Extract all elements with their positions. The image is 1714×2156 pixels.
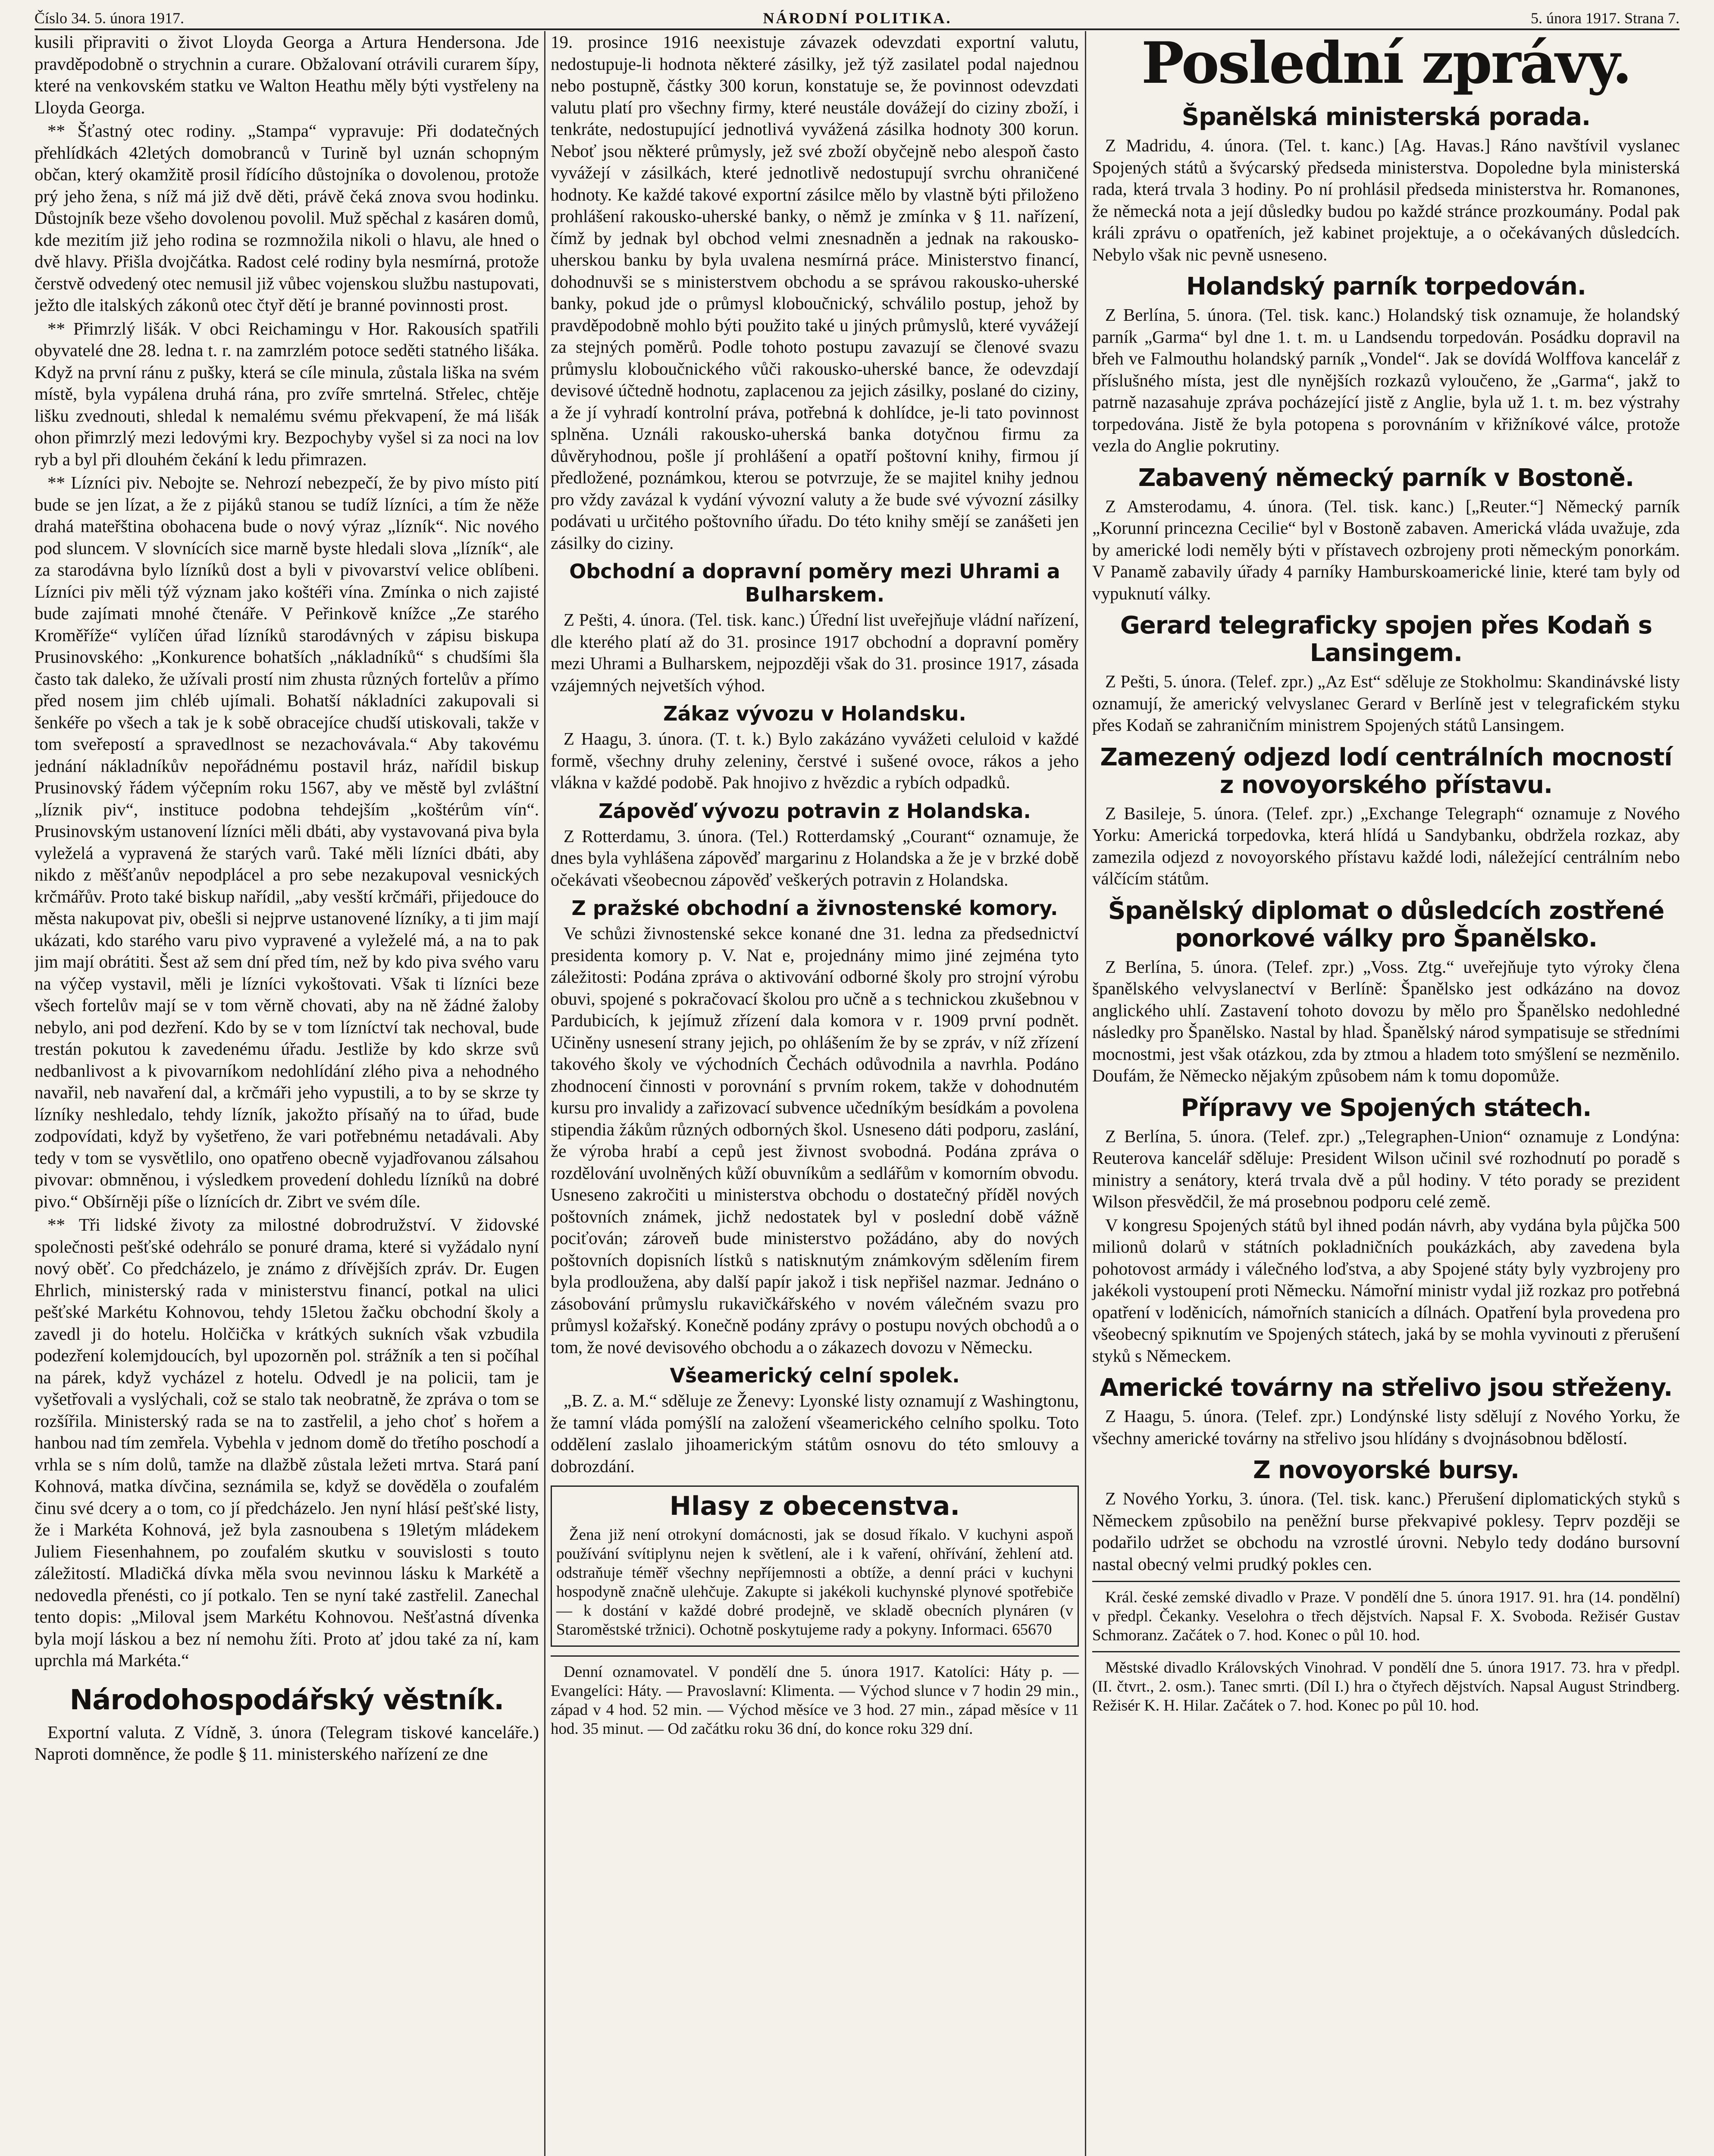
article-paragraph: V kongresu Spojených států byl ihned podán návrh, aby vydána byla půjčka 500 milionů dolarů v státních pokladničních poukázkách, aby zavedena byla pohotovost armády i válečného loďstva, a aby Spojené státy byly vyzbrojeny pro jakékoli vystoupení proti Německu. Námořní ministr vydal již rozkaz pro potřebná opatření v loděnicích, námořních stanicích a dílnách. Opatření byla provedena pro všeobecný spiknutím ve Spojených státech, jaká by se mohla vyvinouti z přerušení styků s Německem. — [1092, 1215, 1680, 1366]
article-paragraph: Z Nového Yorku, 3. února. (Tel. tisk. kanc.) Přerušení diplomatických styků s Německem způsobilo na peněžní burse překvapivé poklesy. Teprv později se podařilo udržet se obchodu na vzrostlé úrovni. Nebylo tedy dodáno bursovní nastal obecný velmi prudký pokles cen. — [1092, 1489, 1680, 1574]
article-headline: Z novoyorské bursy. — [1253, 1456, 1520, 1484]
article-headline: Z pražské obchodní a živnostenské komory. — [571, 896, 1058, 920]
latest-news-title: Poslední zprávy. — [1141, 31, 1631, 97]
box-text: Žena již není otrokyní domácnosti, jak se dosud říkalo. V kuchyni aspoň používání svítiplynu nejen k světlení, ale i k vaření, ohřívání, žehlení atd. odstraňuje téměř všechny nepříjemnosti a obtíže, a denní práci v kuchyni hospodyně značně ulehčuje. Zakupte si jakékoli kuchynské plynové spotřebiče — k dostání v každé dobré prodejně, ve skladě obecních plynáren (v Staroměstské tržnici). Ochotně poskytujeme rady a pokyny. Informaci. 65670 — [556, 1526, 1073, 1639]
theatre-listing: Král. české zemské divadlo v Praze. V pondělí dne 5. února 1917. 91. hra (14. pondělní) v předpl. Čekanky. Veselohra o třech dějstvích. Napsal F. X. Svoboda. Režisér Gustav Schmoranz. Začátek o 7. hod. Konec o půl 10. hod. — [1092, 1589, 1680, 1644]
article-paragraph: „B. Z. a. M.“ sděluje ze Ženevy: Lyonské listy oznamují z Washingtonu, že tamní vláda pomýšlí na založení všeamerického celního spolku. Toto oddělení zaslalo jihoamerickým státům osnovu do této smlouvy a dobrozdání. — [551, 1391, 1079, 1476]
article-headline: Přípravy ve Spojených státech. — [1181, 1094, 1592, 1122]
article-paragraph: ** Přimrzlý lišák. V obci Reichamingu v Hor. Rakousích spatřili obyvatelé dne 28. ledna t. r. na zamrzlém potoce seděti statného lišáka. Když na první ránu z pušky, která se cíle minula, zůstala liška na svém místě, byla vypálena druhá rána, pro zvíře smrtelná. Střelec, chtěje lišku zvednouti, shledal k nemalému svému překvapení, že má lišák ohon přimrzlý mezi ledovými kry. Bezpochyby vyšel si za noci na lov ryb a byl při dlouhém čekání k ledu přimrazen. — [34, 318, 539, 469]
page-number: 5. února 1917. Strana 7. — [1531, 9, 1680, 27]
article-paragraph: Z Berlína, 5. února. (Telef. zpr.) „Voss. Ztg.“ uveřejňuje tyto výroky člena španělského velvyslanectví v Berlíně: Španělsko jest odkázáno na dovoz anglického uhlí. Zastavení tohoto dovozu by mělo pro Španělsko nedohledné následky pro Španělsko. Nastal by hlad. Španělský národ sympatisuje se středními mocnostmi, jest však otázkou, zda by ztmou a hladem toto smýšlení se nezměnilo. Doufám, že Německo nějakým způsobem nám k tomu dopomůže. — [1092, 956, 1680, 1085]
article-paragraph: Ve schůzi živnostenské sekce konané dne 31. ledna za předsednictví presidenta komory p. V. Nat e, projednány mimo jiné zejména tyto záležitosti: Podána zpráva o aktivování odborné školy pro strojní výrobu obuvi, spojené s pokračovací školou pro učně a s technickou zkušebnou v Pardubicích, k jejímuž zřízení dala komora v r. 1909 první podnět. Učiněny usnesení strany jejich, po ohlášením že by se zpráv, v níž zřízení takového školy ve východních Čechách odůvodnila a navrhla. Podáno zhodnocení činnosti v porovnání s prvním rokem, takže v dohodnutém kursu pro invalidy a zařizovací subvence učedníkým besídkám a povolena stipendia žákům různých odborných škol. Usneseno dáti podporu, zaslání, že výroba hrabí a cepů jest živnost svobodná. Podána zpráva o rozdělování uvolněných kůží obuvníkům a sedlářům v komorním obvodu. Usneseno zakročiti u ministerstva obchodu o dostatečný příděl nových poštovních známek, jichž nedostatek byl v poslední době vážně pociťován; zároveň bude ministerstvo požádáno, aby do nových poštovních dopisních lístků s natisknutým známkovým sdělením firem byla prodloužena, aby další papír jakož i tisk nepřišel nazmar. Jednáno o zásobování průmyslu rukavičkářského v novém válečném svazu pro průmysl kožařský. Konečně podány zprávy o postupu nových obchodů a o tom, že nové devisového obchodu a o zákazech dovozu v Německu. — [551, 923, 1079, 1357]
article-paragraph: Z Haagu, 3. února. (T. t. k.) Bylo zakázáno vyvážeti celuloid v každé formě, všechny druhy zeleniny, čerstvé i sušené ovoce, rákos a jeho vlákna v každé podobě. Pak hnojivo z hvězdic a rybích odpadků. — [551, 729, 1079, 792]
article-paragraph: Z Basileje, 5. února. (Telef. zpr.) „Exchange Telegraph“ oznamuje z Nového Yorku: Americká torpedovka, která hlídá u Sandybanku, obdržela rozkaz, aby zamezila odjezd z novoyorského přístavu každé lodi, náležející centrálním nebo válčícím státům. — [1092, 803, 1680, 888]
section-title: Národohospodářský věstník. — [69, 1684, 504, 1716]
theatre-listing: Městské divadlo Královských Vinohrad. V pondělí dne 5. února 1917. 73. hra v předpl. (II. čtvrt., 2. osm.). Tanec smrti. (Díl I.) hra o čtyřech dějstvích. Napsal August Strindberg. Režisér K. H. Hilar. Začátek o 7. hod. Konec po půl 10. hod. — [1092, 1659, 1680, 1714]
column-left — [34, 31, 539, 2156]
column-middle — [544, 31, 1079, 2156]
article-paragraph: kusili připraviti o život Lloyda Georga a Artura Hendersona. Jde pravděpodobně o strychnin a curare. Obžalovaní otrávili curarem šípy, které na venkovském statku ve Walton Heathu měly býti vystřeleny na Lloyda Georga. — [34, 32, 539, 117]
article-paragraph: ** Lízníci piv. Nebojte se. Nehrozí nebezpečí, že by pivo místo pití bude se jen lízat, a že z pijáků stanou se tudíž lízníci, a tím že něže drahá mateřština obohacena bude o nový výraz „lízník“. Nic nového pod sluncem. V slovnících sice marně byste hledali slova „lízník“, ale za starodávna bylo lízníků dost a byli v pivovarství velice oblíbeni. Lízníci piv měli týž význam jako koštéři vína. Zmínka o nich zajisté bude zajímati mnohé čtenáře. V Peřinkově knížce „Ze starého Kroměříže“ vylíčen úřad lízníků starodávných v zápisu biskupa Prusinovského: „Konkurence bohatších „nákladníků“ s chudšími šla často tak daleko, že užívali prostí nim zhusta různých fortelův a přímo před nosem jim chléb ujímali. Bohatší nákladníci zakupovali si šenkéře po všech a tak je k sobě obracejíce chudší utiskovali, takže v tom sveřepostí a spravedlnost se nezachovávala.“ Aby takovému jednání nákladníkův nepořádnému postavil hráz, nařídil biskup Prusinovský řádem výčepním roku 1567, aby ve městě byl zvláštní „líznik piv“, instituce podobna tehdejším „koštérům vín“. Prusinovským ustanovení lízníci měli dbáti, aby vystavovaná piva byla vyleželá a vypravená že starých varů. Také měli lízníci dbáti, aby nikdo z měšťanův nepodplácel a pro sebe nezakupoval vesnických krčmářův. Proto také biskup nařídil, „aby vesští krčmáři, přijedouce do města nakupovat piv, obešli si nejprve ustanovené lízníky, a ti jim mají ukázati, kdo starého varu pivo vypravené a vyleželé má, a na to pak jim mají obrátiti. Šest až sem dní před tím, než by kdo piva svého varu na výčep vystavil, měli je lízníci vykoštovati. Však ti lízníci beze všech fortelův mají se v tom věrně chovati, aby na ně žádné žaloby nebylo, ani pod dezření. Kdo by se v tom lízníctví tak nechoval, bude trestán pokutou k zavedenému úřadu. Jestliže by kdo skrze svů nedbanlivost a k pivovarníkom nedohlídání zlého piva a nehodného navařil, neb navaření dal, a krčmáři jeho vypustili, a to by se skrze ty lízníky neshledalo, tehdy lízník, jakožto přísaňý na to úřad, bude zodpovídati, když by vyšetřeno, že vari potřebnému netadávali. Aby tedy v tom se vysvětlilo, ono opatřeno obecně vyjadřovanou zálsahou pivovar: obmněnou, i výsledkem provedení dohledu lízníků na dobré pivo.“ Obšírněji píše o líznících dr. Zibrt ve svém díle. — [34, 473, 539, 1211]
article-headline: Španělská ministerská porada. — [1181, 103, 1591, 131]
article-paragraph: Z Pešti, 5. února. (Telef. zpr.) „Az Est“ sděluje ze Stokholmu: Skandinávské listy oznamují, že americký velvyslanec Gerard v Berlíně jest v telegrafickém styku přes Kodaň se zahraničním ministrem Spojených států Lansingem. — [1092, 671, 1680, 735]
article-paragraph: 19. prosince 1916 neexistuje závazek odevzdati exportní valutu, nedostupuje-li hodnota některé zásilky, jež týž zasilatel podal najednou nebo postupně, částky 300 korun, konstatuje se, že povinnost odevzdati valutu platí pro všechny firmy, které neustále dovážejí do ciziny zboží, i tenkráte, nedostupující jednotlivá vyvážená zásilka hodnoty 300 korun. Neboť jsou některé průmysly, jež své zboží obyčejně nebo alespoň často vyvážejí v zásilkách, které jednotlivě nedostupují svrchu ohraničené hodnoty. Ke každé takové exportní zásilce mělo by vlastně býti přiloženo prohlášení rakousko-uherské banky, o němž je zmínka v § 11. nařízení, čímž by jednak byl obchod velmi znesnadněn a jednak na rakousko-uherskou banku by byla uvalena nesmírná práce. Ministerstvo financí, dohodnuvši se s ministerstvem obchodu a se správou rakousko-uherské banky, pokud jde o průmysl kloboučnický, schválilo postup, jehož by pravděpodobně mohlo býti použito také u jiných průmyslů, které vyvážejí za stejných poměrů. Podle tohoto postupu zavazují se členové svazu průmyslu kloboučnického vůči rakousko-uherské bance, že odevzdají devisové účtedně hodnotu, zaplacenou za jejich zásilky, poslané do ciziny, a že jí vyhradí kontrolní práva, potřebná k dohlídce, je-li tato povinnost splněna. Uználi rakousko-uherská banka dotyčnou firmu za důvěryhodnou, pošle jí prohlášení a opatří poštovní knihy, firmou jí předložené, poznámkou, kterou se potvrzuje, že se majitel knihy jednou pro vždy zavázal k vydání vývozní valuty a že bude své vývozní zásilky podávati u určitého poštovního úřadu. Do této knihy smějí se zanášeti jen zásilky do ciziny. — [551, 32, 1079, 553]
article-headline: Gerard telegraficky spojen přes Kodaň s Lansingem. — [1120, 611, 1652, 667]
issue-number: Číslo 34. 5. února 1917. — [34, 9, 184, 27]
article-headline: Zabavený německý parník v Bostoně. — [1138, 464, 1634, 492]
article-headline: Všeamerický celní spolek. — [670, 1364, 960, 1387]
article-paragraph: Z Haagu, 5. února. (Telef. zpr.) Londýnské listy sdělují z Nového Yorku, že všechny americké továrny na střelivo jsou hlídány s dvojnásobnou bdělostí. — [1092, 1406, 1680, 1448]
page-masthead — [34, 8, 1680, 30]
paper-name: NÁRODNÍ POLITIKA. — [763, 9, 952, 27]
article-headline: Obchodní a dopravní poměry mezi Uhrami a Bulharskem. — [569, 560, 1060, 606]
article-headline: Holandský parník torpedován. — [1186, 273, 1586, 301]
article-paragraph: ** Tři lidské životy za milostné dobrodružství. V židovské společnosti pešťské odehrálo se ponuré drama, které si vyžádalo nyní nový oběť. Co předcházelo, je známo z dřívějších zpráv. Dr. Eugen Ehrlich, ministerský rada v ministerstvu financí, potkal na ulici pešťské Markétu Kohnovou, tehdy 15letou žačku obchodní školy a zavedl ji do hotelu. Holčička v krátkých sukních však vzbudila podezření kolemjdoucích, byl upozorněn pol. strážník a ten si počíhal na párek, když vycházel z hotelu. Odvedl je na policii, tam je vyšetřovali a vyslýchali, což se stalo tak neobratně, že zpráva o tom se rozšířila. Ministerský rada se na to zastřelil, a jeho choť s hořem a hanbou nad tím zemřela. Vybehla v jednom domě do třetího poschodí a vrhla se s ním dolů, tamže na dlažbě zůstala ležeti mrtva. Stará paní Kohnová, matka dívčina, seznámila se, když se dověděla o zoufalém činu své dcery a o tom, co jí předcházelo. Jen nyní hlásí pešťské listy, že i Markéta Kohnová, jež byla zasnoubena s 19letým mládekem Juliem Fiesenhahnem, po zoufalém skutku v souvislosti s touto záležitostí. Mladičká dívka měla svou nevinnou lásku k Markétě a nedovedla přenésti, co jí potkalo. Ten se nyní také zastřelil. Zanechal tento dopis: „Miloval jsem Markétu Kohnovou. Nešťastná dívenka byla mojí láskou a bez ní nemohu žíti. Proto ať jdou také za ní, kam uprchla má Markéta.“ — [34, 1215, 539, 1670]
article-headline: Zamezený odjezd lodí centrálních mocností z novoyorského přístavu. — [1100, 743, 1672, 799]
divider — [1092, 1581, 1680, 1582]
article-paragraph: Z Madridu, 4. února. (Tel. t. kanc.) [Ag. Havas.] Ráno navštívil vyslanec Spojených států a švýcarský předseda ministerstva. Dopoledne byla ministerská rada, která trvala 3 hodiny. Po ní prohlásil předseda ministerstva hr. Romanones, že německá nota a její důsledky budou po každé stránce prozkoumány. Podal pak králi zprávu o opatřeních, jež kabinet projektuje, a o očekávaných důsledcích. Nebylo však nic pevně usneseno. — [1092, 135, 1680, 264]
daily-calendar: Denní oznamovatel. V pondělí dne 5. února 1917. Katolíci: Háty p. — Evangelíci: Háty. — Pravoslavní: Klimenta. — Východ slunce v 7 hodin 29 min., západ v 4 hod. 52 min. — Východ měsíce ve 3 hod. 27 min., západ měsíce v 11 hod. 35 minut. — Od začátku roku 36 dní, do konce roku 329 dní. — [551, 1663, 1079, 1738]
article-headline: Zákaz vývozu v Holandsku. — [663, 702, 966, 725]
article-headline: Americké továrny na střelivo jsou střeženy. — [1100, 1374, 1673, 1402]
column-right — [1085, 31, 1680, 2156]
article-paragraph: Z Amsterodamu, 4. února. (Tel. tisk. kanc.) [„Reuter.“] Německý parník „Korunní princezna Cecilie“ byl v Bostoně zabaven. Americká vláda uvažuje, zda by americké lodi neměly býti v přístavech ozbrojeny proti německým ponorkám. V Panamě zabavily úřady 4 parníky Hamburskoamerické linie, které tam byly od vypuknutí války. — [1092, 496, 1680, 603]
box-title: Hlasy z obecenstva. — [669, 1491, 960, 1521]
article-paragraph: Z Berlína, 5. února. (Tel. tisk. kanc.) Holandský tisk oznamuje, že holandský parník „Garma“ byl dne 1. t. m. u Landsendu torpedován. Posádku dopravil na břeh ve Falmouthu holandský parník „Vondel“. Jak se dovídá Wolffova kancelář z příslušného místa, jest dle nynějších rozkazů vyloučeno, že „Garma“, jakž to patrně nazasahuje zpráva pocházející jistě z Anglie, byla už 1. t. m. bez výstrahy torpedována. Jistě že byla potopena s porovnáním v křižníkové válce, protože vezla do Anglie pokrutiny. — [1092, 305, 1680, 455]
divider — [1092, 1651, 1680, 1652]
article-paragraph: Z Berlína, 5. února. (Telef. zpr.) „Telegraphen-Union“ oznamuje z Londýna: Reuterova kancelář sděluje: President Wilson učinil své rozhodnutí po poradě s ministry a senátory, která trvala dvě a půl hodiny. V této porady se prezident Wilson přesvědčil, že má prosebnou podporu celé země. — [1092, 1126, 1680, 1211]
article-paragraph: Z Pešti, 4. února. (Tel. tisk. kanc.) Úřední list uveřejňuje vládní nařízení, dle kterého platí až do 31. prosince 1917 obchodní a dopravní poměry mezi Uhrami a Bulharskem, nejpozději však do 31. prosince 1917, zásada vzájemných nejvetších výhod. — [551, 610, 1079, 695]
article-headline: Zápověď vývozu potravin z Holandska. — [598, 799, 1031, 823]
public-voices-box — [551, 1485, 1079, 1647]
article-headline: Španělský diplomat o důsledcích zostřené ponorkové války pro Španělsko. — [1108, 896, 1664, 953]
article-paragraph: Z Rotterdamu, 3. února. (Tel.) Rotterdamský „Courant“ oznamuje, že dnes byla vyhlášena zápověď margarinu z Holandska a že je v brzké době očekávati všeobecnou zápověď veškerých potravin z Holandska. — [551, 826, 1079, 890]
article-paragraph: ** Šťastný otec rodiny. „Stampa“ vypravuje: Při dodatečných přehlídkách 42letých domobranců v Turině byl uznán schopným občan, který okamžitě prosil řídícího důstojníka o dovolenou, protože prý jeho žena, s níž má již dvě děti, právě čeká znova svou hodinku. Důstojník beze všeho dovolenou povolil. Muž spěchal z kasáren domů, kde mezitím již jeho rodina se rozmnožila nikoli o hlavu, ale hned o dvě hlavy. Přišla dvojčátka. Radost celé rodiny byla nesmírná, protože čerstvě odvedený otec nemusil již vůbec vojenskou službu nastupovati, ježto dle italských zákonů otec čtyř dětí je branné povinnosti prost. — [34, 121, 539, 315]
divider — [551, 1655, 1079, 1657]
article-paragraph: Exportní valuta. Z Vídně, 3. února (Telegram tiskové kanceláře.) Naproti domněnce, že podle § 11. ministerského nařízení ze dne — [34, 1722, 539, 1764]
